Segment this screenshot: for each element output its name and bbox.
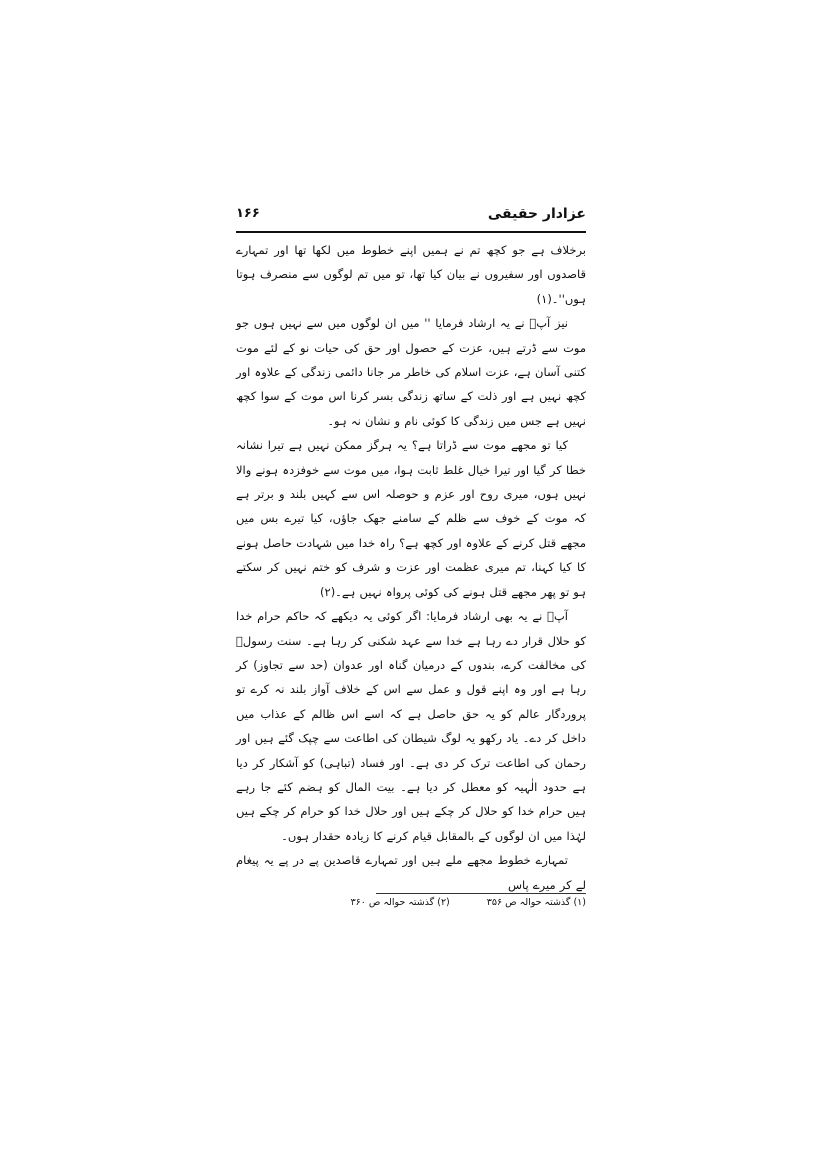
book-title: عزادار حقیقی — [487, 206, 586, 222]
footnote-divider — [376, 893, 586, 894]
footnotes — [336, 897, 586, 908]
paragraph: آپؑ نے یہ بھی ارشاد فرمایا: اگر کوئی یہ دیکھے کہ حاکم حرام خدا کو حلال قرار دے رہا ہے خدا سے عہد شکنی کر رہا ہے۔ سنت رسولؐ کی مخالفت کرے، بندوں کے درمیان گناہ اور عدوان (حد سے تجاوز) کر رہا ہے اور وہ اپنے قول و عمل سے اس کے خلاف آواز بلند نہ کرے تو پروردگار عالم کو یہ حق حاصل ہے کہ اسے اس ظالم کے عذاب میں داخل کر دے۔ یاد رکھو یہ لوگ شیطان کی اطاعت سے چپک گئے ہیں اور رحمان کی اطاعت ترک کر دی ہے۔ اور فساد (تباہی) کو آشکار کر دیا ہے حدود الٰہیہ کو معطل کر دیا ہے۔ بیت المال کو ہضم کئے جا رہے ہیں حرام خدا کو حلال کر چکے ہیں اور حلال خدا کو حرام کر چکے ہیں لہٰذا میں ان لوگوں کے بالمقابل قیام کرنے کا زیادہ حقدار ہوں۔ — [236, 609, 586, 843]
paragraph: کیا تو مجھے موت سے ڈراتا ہے؟ یہ ہرگز ممکن نہیں ہے تیرا نشانہ خطا کر گیا اور تیرا خیال غلط ثابت ہوا، میں موت سے خوفزدہ ہونے والا نہیں ہوں، میری روح اور عزم و حوصلہ اس سے کہیں بلند و برتر ہے کہ موت کے خوف سے ظلم کے سامنے جھک جاؤں، کیا تیرے بس میں مجھے قتل کرنے کے علاوہ اور کچھ ہے؟ راہ خدا میں شہادت حاصل ہونے کا کیا کہنا، تم میری عظمت اور عزت و شرف کو ختم نہیں کر سکتے ہو تو پھر مجھے قتل ہونے کی کوئی پرواہ نہیں ہے۔(۲) — [236, 438, 586, 599]
paragraph: تمہارے خطوط مجھے ملے ہیں اور تمہارے قاصدین پے در پے یہ پیغام لے کر میرے پاس — [236, 853, 586, 892]
page-number: ۱۶۶ — [236, 206, 260, 221]
body-text — [236, 238, 586, 897]
paragraph: برخلاف ہے جو کچھ تم نے ہمیں اپنے خطوط میں لکھا تھا اور تمہارے قاصدوں اور سفیروں نے بیان کیا تھا، تو میں تم لوگوں سے منصرف ہوتا ہوں''۔(۱) — [236, 243, 586, 306]
paragraph: نیز آپؑ نے یہ ارشاد فرمایا '' میں ان لوگوں میں سے نہیں ہوں جو موت سے ڈرتے ہیں، عزت کے حصول اور حق کی حیات نو کے لئے موت کتنی آسان ہے، عزت اسلام کی خاطر مر جانا دائمی زندگی کے علاوہ اور کچھ نہیں ہے اور ذلت کے ساتھ زندگی بسر کرنا اس موت کے سوا کچھ نہیں ہے جس میں زندگی کا کوئی نام و نشان نہ ہو۔ — [236, 316, 586, 428]
header-divider — [236, 231, 586, 233]
footnote: (۱) گذشتہ حوالہ ص ۳۵۶ — [486, 897, 586, 908]
footnote: (۲) گذشتہ حوالہ ص ۳۶۰ — [350, 897, 450, 908]
page-header — [236, 204, 586, 234]
